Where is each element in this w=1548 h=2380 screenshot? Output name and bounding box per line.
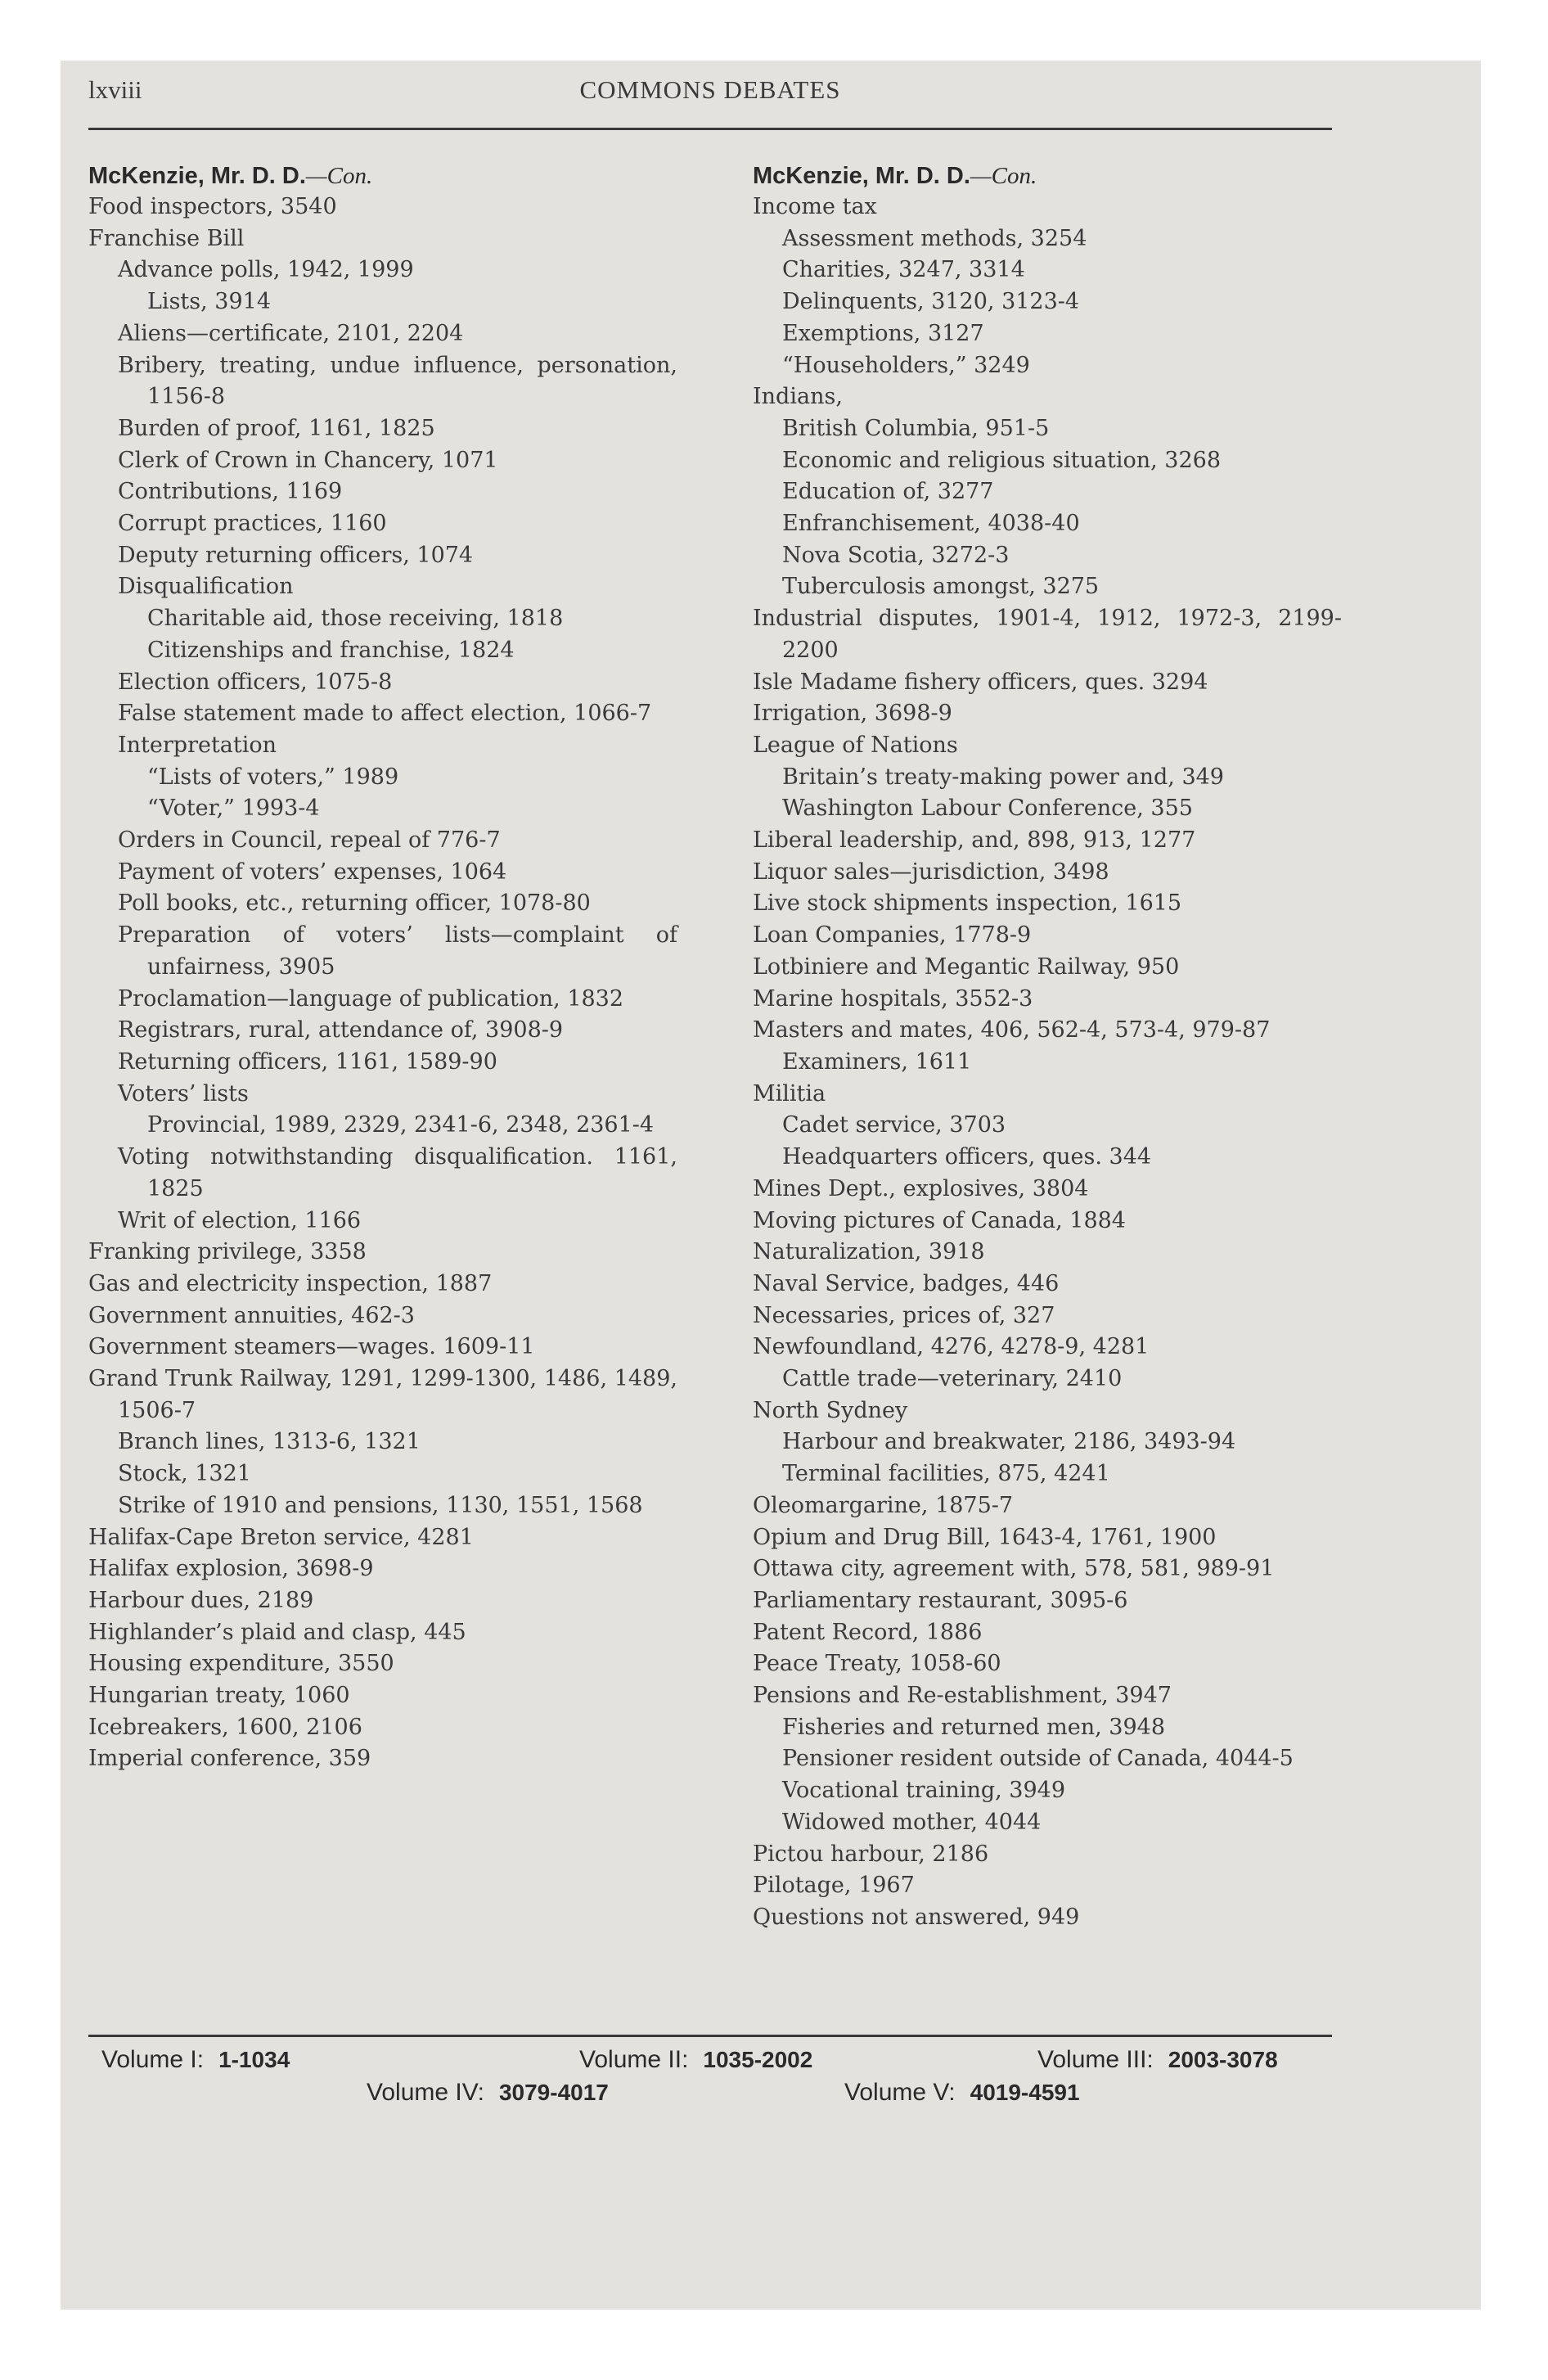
index-subentry: Lists, 3914 bbox=[147, 289, 272, 315]
index-entry: Necessaries, prices of, 327 bbox=[753, 1302, 1055, 1328]
index-entry: Irrigation, 3698-9 bbox=[753, 701, 952, 727]
index-entry: Franchise Bill bbox=[88, 225, 245, 251]
index-subentry: Corrupt practices, 1160 bbox=[118, 511, 387, 537]
index-entry: Moving pictures of Canada, 1884 bbox=[753, 1207, 1126, 1233]
index-subentry: Stock, 1321 bbox=[118, 1461, 251, 1487]
index-subentry: Delinquents, 3120, 3123-4 bbox=[782, 289, 1080, 315]
index-entry: Mines Dept., explosives, 3804 bbox=[753, 1175, 1089, 1201]
index-subentry: Payment of voters’ expenses, 1064 bbox=[118, 859, 507, 885]
index-entry: Icebreakers, 1600, 2106 bbox=[88, 1714, 362, 1740]
index-entries bbox=[88, 192, 677, 1775]
right-column bbox=[753, 160, 1342, 1934]
index-subentry: False statement made to affect election, 1066-7 bbox=[118, 701, 652, 727]
volume-label: Volume IV: bbox=[367, 2079, 484, 2106]
running-title: COMMONS DEBATES bbox=[579, 75, 841, 104]
volume-1 bbox=[101, 2046, 290, 2074]
volume-range: 1035-2002 bbox=[703, 2047, 813, 2072]
volume-label: Volume II: bbox=[579, 2046, 689, 2073]
index-subentry: Burden of proof, 1161, 1825 bbox=[118, 415, 435, 441]
index-subentry: British Columbia, 951-5 bbox=[782, 415, 1050, 441]
index-subentry: Education of, 3277 bbox=[782, 479, 994, 505]
index-subentry: Examiners, 1611 bbox=[782, 1048, 972, 1075]
volume-3 bbox=[1037, 2046, 1278, 2074]
index-entry: Liberal leadership, and, 898, 913, 1277 bbox=[753, 827, 1196, 854]
index-entry: Hungarian treaty, 1060 bbox=[88, 1683, 350, 1709]
index-subentry: Clerk of Crown in Chancery, 1071 bbox=[118, 447, 498, 473]
index-subentry: Provincial, 1989, 2329, 2341-6, 2348, 2361-4 bbox=[147, 1112, 655, 1138]
index-entry: Franking privilege, 3358 bbox=[88, 1239, 367, 1265]
index-subentry: Headquarters officers, ques. 344 bbox=[782, 1144, 1152, 1170]
index-subentry: Writ of election, 1166 bbox=[118, 1207, 362, 1233]
index-entry: Isle Madame fishery officers, ques. 3294 bbox=[753, 669, 1208, 695]
volume-label: Volume III: bbox=[1037, 2046, 1154, 2073]
index-subentry: Voting notwithstanding disqualification. 1161, 1825 bbox=[118, 1144, 677, 1201]
index-subentry: Harbour and breakwater, 2186, 3493-94 bbox=[782, 1429, 1236, 1455]
index-subentry: Washington Labour Conference, 355 bbox=[782, 796, 1193, 822]
index-entry: Halifax explosion, 3698-9 bbox=[88, 1556, 374, 1582]
volume-range: 3079-4017 bbox=[498, 2080, 609, 2105]
index-entry: Pictou harbour, 2186 bbox=[753, 1841, 989, 1867]
index-subentry: Registrars, rural, attendance of, 3908-9 bbox=[118, 1017, 564, 1044]
index-entry: Imperial conference, 359 bbox=[88, 1746, 371, 1772]
index-subentry: Advance polls, 1942, 1999 bbox=[118, 257, 414, 283]
index-heading bbox=[753, 160, 1342, 192]
header-rule bbox=[88, 128, 1332, 130]
index-entry: Highlander’s plaid and clasp, 445 bbox=[88, 1619, 466, 1645]
index-entry: Militia bbox=[753, 1080, 826, 1107]
volume-key bbox=[88, 2041, 1332, 2131]
index-subentry: Economic and religious situation, 3268 bbox=[782, 447, 1222, 473]
index-entry: Halifax-Cape Breton service, 4281 bbox=[88, 1524, 474, 1550]
volume-range: 2003-3078 bbox=[1168, 2047, 1278, 2072]
index-entry: Food inspectors, 3540 bbox=[88, 194, 337, 219]
index-entry: Questions not answered, 949 bbox=[753, 1904, 1080, 1930]
index-subentry: Poll books, etc., returning officer, 1078-80 bbox=[118, 890, 591, 917]
heading-name: McKenzie, Mr. D. D. bbox=[753, 163, 970, 189]
page-header bbox=[88, 75, 1332, 124]
index-subentry: Citizenships and franchise, 1824 bbox=[147, 637, 515, 663]
heading-name: McKenzie, Mr. D. D. bbox=[88, 163, 306, 189]
volume-5 bbox=[844, 2079, 1080, 2107]
index-subentry: Charities, 3247, 3314 bbox=[782, 257, 1025, 283]
index-entry: Patent Record, 1886 bbox=[753, 1619, 983, 1645]
index-subentry: Terminal facilities, 875, 4241 bbox=[782, 1461, 1110, 1487]
index-subentry: Interpretation bbox=[118, 732, 277, 758]
volume-2 bbox=[579, 2046, 812, 2074]
index-subentry: Exemptions, 3127 bbox=[782, 320, 984, 346]
index-subentry: Assessment methods, 3254 bbox=[782, 225, 1087, 251]
index-entry: Income tax bbox=[753, 194, 877, 219]
heading-continued: —Con. bbox=[970, 163, 1037, 189]
index-entry: Naturalization, 3918 bbox=[753, 1239, 985, 1265]
index-entry: Industrial disputes, 1901-4, 1912, 1972-3, 2199-2200 bbox=[753, 606, 1342, 663]
index-entry: Indians, bbox=[753, 384, 843, 410]
page-number: lxviii bbox=[88, 75, 142, 104]
index-subentry: Fisheries and returned men, 3948 bbox=[782, 1714, 1166, 1740]
index-subentry: Orders in Council, repeal of 776-7 bbox=[118, 827, 501, 854]
index-subentry: Pensioner resident outside of Canada, 4044-5 bbox=[782, 1746, 1294, 1772]
index-subentry: Election officers, 1075-8 bbox=[118, 669, 393, 695]
index-subentry: Strike of 1910 and pensions, 1130, 1551, 1568 bbox=[118, 1492, 643, 1518]
index-subentry: “Voter,” 1993-4 bbox=[147, 796, 320, 822]
index-entry: Housing expenditure, 3550 bbox=[88, 1651, 394, 1677]
index-subentry: Branch lines, 1313-6, 1321 bbox=[118, 1429, 421, 1455]
index-subentry: Contributions, 1169 bbox=[118, 479, 343, 505]
volume-range: 4019-4591 bbox=[970, 2080, 1080, 2105]
volume-label: Volume V: bbox=[844, 2079, 956, 2106]
index-entry: Marine hospitals, 3552-3 bbox=[753, 985, 1033, 1012]
index-subentry: Aliens—certificate, 2101, 2204 bbox=[118, 320, 464, 346]
index-entry: Live stock shipments inspection, 1615 bbox=[753, 890, 1182, 917]
index-subentry: Proclamation—language of publication, 1832 bbox=[118, 985, 624, 1012]
index-heading bbox=[88, 160, 677, 192]
index-entry: Peace Treaty, 1058-60 bbox=[753, 1651, 1001, 1677]
index-subentry: Preparation of voters’ lists—complaint of unfairness, 3905 bbox=[118, 922, 677, 980]
index-subentry: Cadet service, 3703 bbox=[782, 1112, 1006, 1138]
index-entry: Pensions and Re-establishment, 3947 bbox=[753, 1683, 1172, 1709]
footer-rule bbox=[88, 2035, 1332, 2037]
index-entry: Government annuities, 462-3 bbox=[88, 1302, 415, 1328]
index-entry: Liquor sales—jurisdiction, 3498 bbox=[753, 859, 1109, 885]
index-entry: League of Nations bbox=[753, 732, 958, 758]
index-subentry: Britain’s treaty-making power and, 349 bbox=[782, 764, 1224, 790]
volume-4 bbox=[367, 2079, 609, 2107]
index-entry: Newfoundland, 4276, 4278-9, 4281 bbox=[753, 1334, 1150, 1360]
left-column bbox=[88, 160, 677, 1775]
index-subentry: “Lists of voters,” 1989 bbox=[147, 764, 399, 790]
index-entry: Naval Service, badges, 446 bbox=[753, 1270, 1060, 1296]
index-entries bbox=[753, 192, 1342, 1934]
index-subentry: Widowed mother, 4044 bbox=[782, 1809, 1042, 1835]
index-entry: Parliamentary restaurant, 3095-6 bbox=[753, 1587, 1128, 1613]
volume-label: Volume I: bbox=[101, 2046, 205, 2073]
index-entry: Opium and Drug Bill, 1643-4, 1761, 1900 bbox=[753, 1524, 1217, 1550]
index-subentry: Voters’ lists bbox=[118, 1080, 249, 1107]
index-subentry: Disqualification bbox=[118, 574, 294, 600]
index-subentry: “Householders,” 3249 bbox=[782, 352, 1030, 378]
index-entry: Ottawa city, agreement with, 578, 581, 989-91 bbox=[753, 1556, 1275, 1582]
index-entry: Harbour dues, 2189 bbox=[88, 1587, 314, 1613]
index-subentry: Enfranchisement, 4038-40 bbox=[782, 511, 1080, 537]
index-subentry: Returning officers, 1161, 1589-90 bbox=[118, 1048, 497, 1075]
index-entry: Masters and mates, 406, 562-4, 573-4, 979-87 bbox=[753, 1017, 1271, 1044]
index-subentry: Cattle trade—veterinary, 2410 bbox=[782, 1366, 1123, 1392]
index-entry: Government steamers—wages. 1609-11 bbox=[88, 1334, 535, 1360]
index-entry: Gas and electricity inspection, 1887 bbox=[88, 1270, 493, 1296]
index-entry: Loan Companies, 1778-9 bbox=[753, 922, 1032, 949]
index-subentry: Vocational training, 3949 bbox=[782, 1778, 1066, 1804]
volume-range: 1-1034 bbox=[218, 2047, 290, 2072]
index-entry: Grand Trunk Railway, 1291, 1299-1300, 1486, 1489, 1506-7 bbox=[88, 1366, 677, 1423]
index-entry: Lotbiniere and Megantic Railway, 950 bbox=[753, 953, 1180, 980]
index-entry: Oleomargarine, 1875-7 bbox=[753, 1492, 1014, 1518]
index-entry: Pilotage, 1967 bbox=[753, 1873, 915, 1899]
heading-continued: —Con. bbox=[305, 163, 373, 189]
index-subentry: Nova Scotia, 3272-3 bbox=[782, 542, 1010, 568]
index-subentry: Tuberculosis amongst, 3275 bbox=[782, 574, 1100, 600]
index-subentry: Bribery, treating, undue influence, personation, 1156-8 bbox=[118, 352, 677, 410]
index-entry: North Sydney bbox=[753, 1397, 908, 1423]
index-subentry: Charitable aid, those receiving, 1818 bbox=[147, 606, 564, 632]
index-subentry: Deputy returning officers, 1074 bbox=[118, 542, 474, 568]
